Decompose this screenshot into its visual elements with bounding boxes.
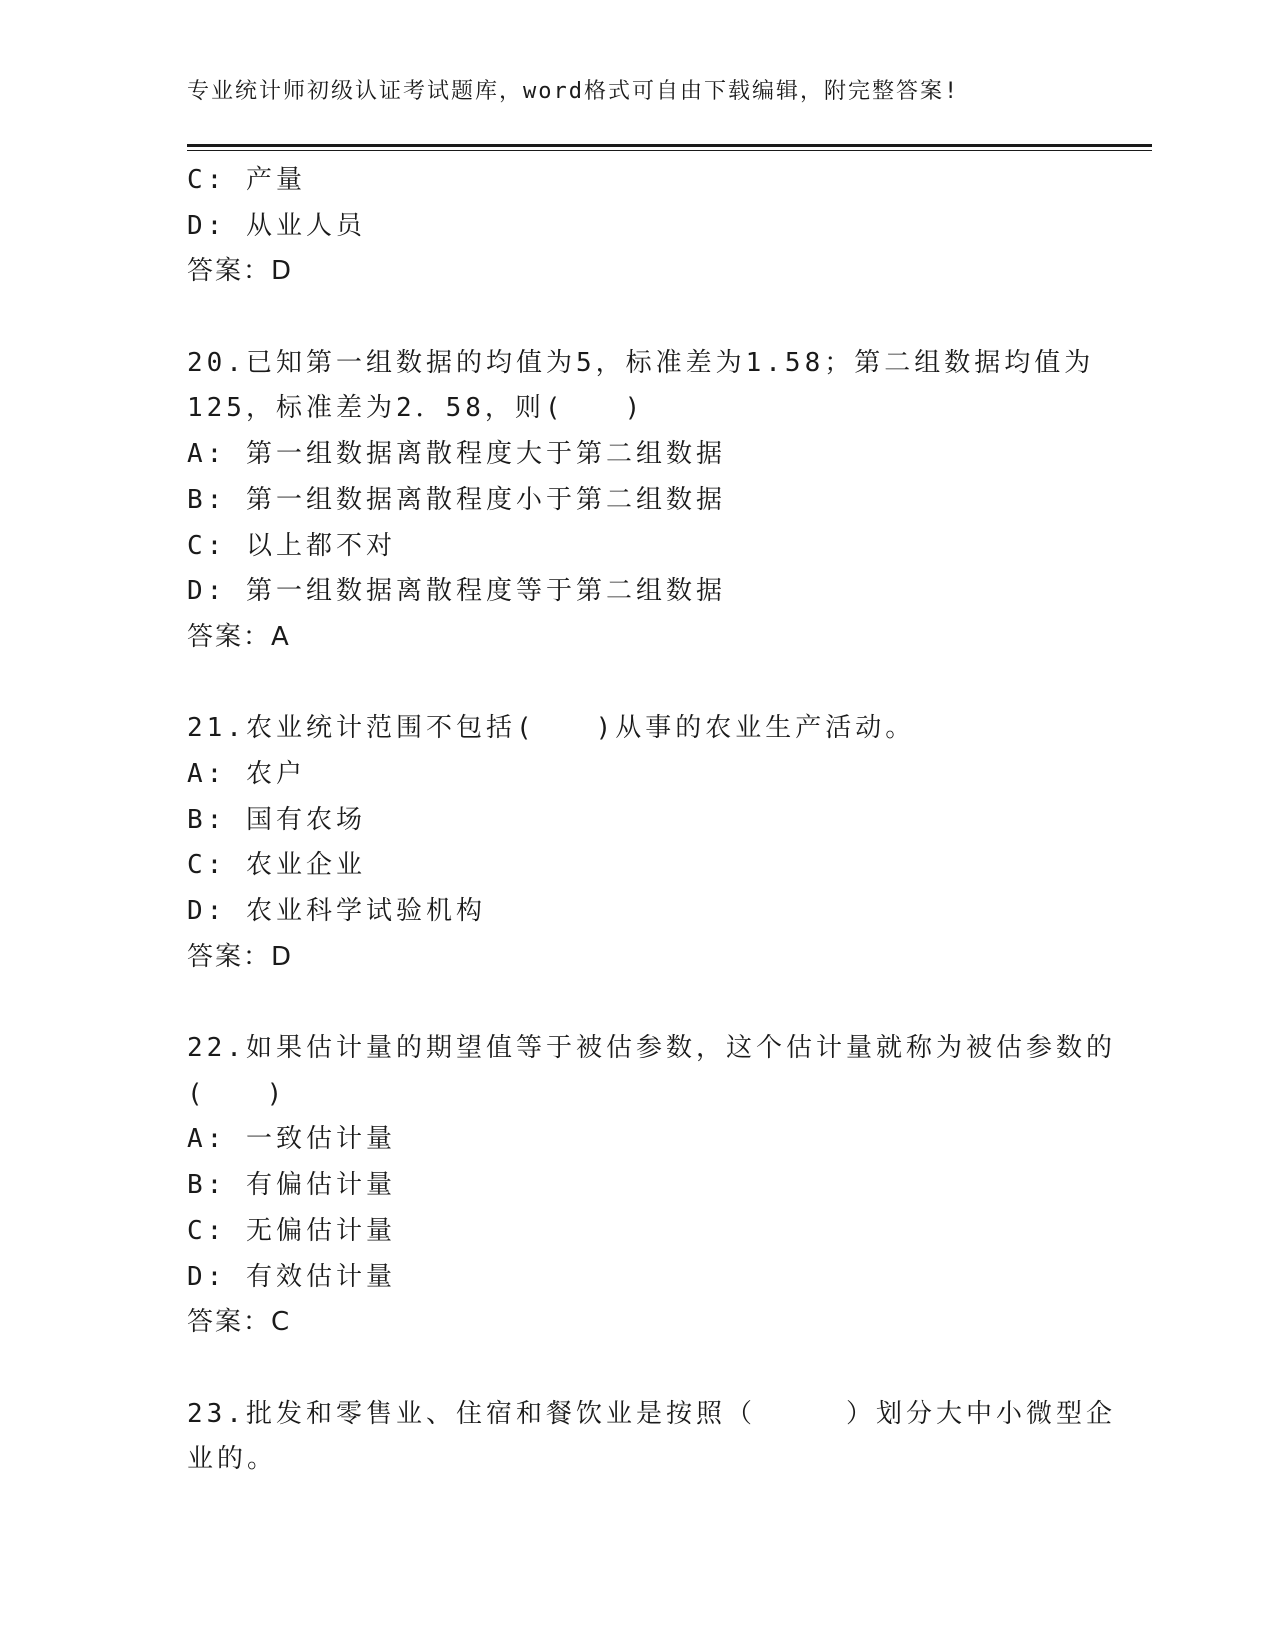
option-b: B: 国有农场 (187, 804, 366, 835)
option-b: B: 有偏估计量 (187, 1170, 396, 1201)
question-stem: 23.批发和零售业、住宿和餐饮业是按照（ ）划分大中小微型企 (187, 1398, 1116, 1429)
option-c: C: 无偏估计量 (187, 1215, 396, 1246)
answer-label: 答案：C (187, 1307, 292, 1338)
option-a: A: 一致估计量 (187, 1124, 396, 1155)
question-stem: 20.已知第一组数据的均值为5，标准差为1.58；第二组数据均值为 (187, 347, 1095, 378)
spacer (187, 661, 1087, 707)
question-stem: 125，标准差为2．58，则( ) (187, 393, 645, 424)
option-c: C: 以上都不对 (187, 530, 396, 561)
answer-label: 答案：A (187, 621, 291, 652)
question-list (187, 158, 1116, 1483)
option-c: C: 产量 (187, 165, 306, 195)
option-d: D: 第一组数据离散程度等于第二组数据 (187, 576, 726, 607)
header-divider-thick (187, 144, 1152, 147)
question-stem: ( ) (187, 1078, 287, 1109)
option-c: C: 农业企业 (187, 850, 366, 881)
option-a: A: 农户 (187, 758, 306, 789)
question-stem: 21.农业统计范围不包括( )从事的农业生产活动。 (187, 713, 916, 744)
spacer (187, 1346, 1087, 1392)
answer-label: 答案：D (187, 941, 294, 972)
answer-label: 答案：D (187, 256, 294, 287)
question-stem: 业的。 (187, 1444, 278, 1475)
header-divider-thin (187, 150, 1152, 151)
option-d: D: 从业人员 (187, 210, 366, 241)
option-d: D: 农业科学试验机构 (187, 896, 486, 926)
spacer (187, 980, 1087, 1026)
question-stem: 22.如果估计量的期望值等于被估参数，这个估计量就称为被估参数的 (187, 1033, 1116, 1064)
option-d: D: 有效估计量 (187, 1261, 396, 1292)
option-a: A: 第一组数据离散程度大于第二组数据 (187, 439, 726, 470)
spacer (187, 295, 1087, 341)
option-b: B: 第一组数据离散程度小于第二组数据 (187, 484, 726, 515)
page-header-title: 专业统计师初级认证考试题库，word格式可自由下载编辑，附完整答案! (187, 79, 960, 104)
